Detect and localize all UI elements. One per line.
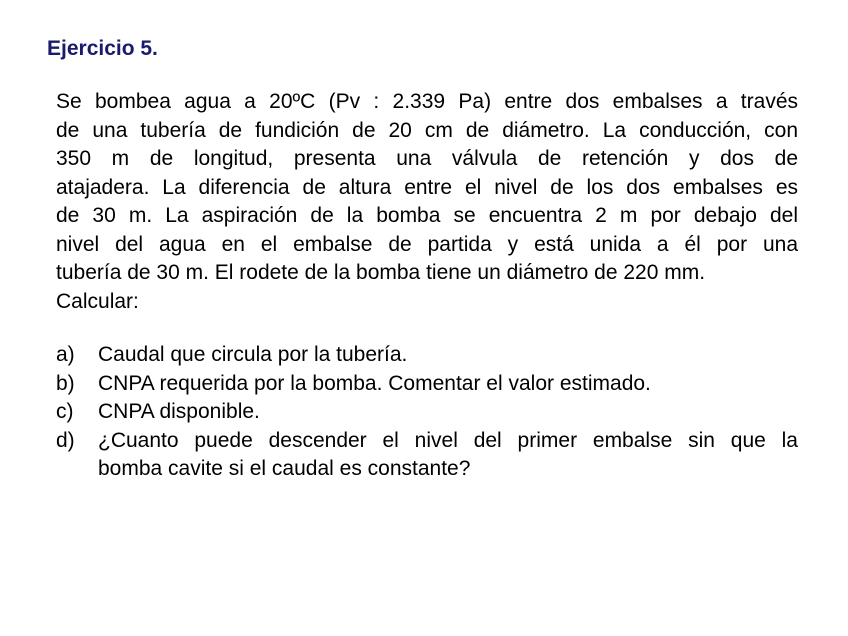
statement-line: de 30 m. La aspiración de la bomba se encuentra 2 m por debajo del [56,204,798,227]
task-list [56,341,798,484]
task-marker: b) [56,371,75,395]
task-item-d [56,427,798,484]
calculate-label: Calcular: [56,289,139,313]
task-marker: c) [56,400,74,423]
task-text: CNPA disponible. [98,400,260,423]
statement-line: nivel del agua en el embalse de partida y está unida a él por una [56,232,798,256]
statement-line: de una tubería de fundición de 20 cm de diámetro. La conducción, con [56,118,798,142]
task-text: ¿Cuanto puede descender el nivel del primer embalse sin que la [98,428,798,452]
task-marker: d) [56,428,75,452]
problem-statement [56,88,798,316]
task-text: CNPA requerida por la bomba. Comentar el valor estimado. [98,371,651,395]
statement-line: tubería de 30 m. El rodete de la bomba tiene un diámetro de 220 mm. [56,261,706,284]
task-item-a [56,341,798,370]
statement-line: atajadera. La diferencia de altura entre el nivel de los dos embalses es [56,175,798,199]
task-item-c [56,398,798,427]
task-text: bomba cavite si el caudal es constante? [98,457,471,480]
task-marker: a) [56,343,75,366]
statement-line: 350 m de longitud, presenta una válvula de retención y dos de [56,147,798,170]
task-text: Caudal que circula por la tubería. [98,343,408,366]
exercise-title: Ejercicio 5. [47,37,158,60]
statement-line: Se bombea agua a 20ºC (Pv : 2.339 Pa) entre dos embalses a través [56,90,798,113]
task-item-b [56,370,798,399]
